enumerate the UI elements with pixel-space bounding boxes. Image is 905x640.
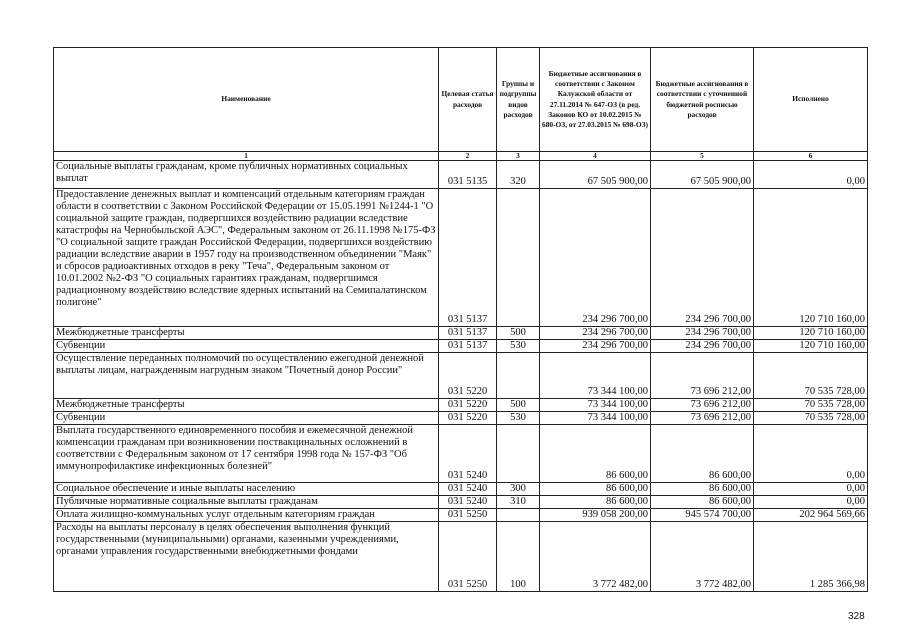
table-cell-law-allocation: 234 296 700,00 (540, 340, 651, 353)
table-row (54, 189, 868, 327)
column-number: 2 (439, 152, 497, 161)
table-cell-law-allocation: 234 296 700,00 (540, 327, 651, 340)
table-cell-name: Межбюджетные трансферты (54, 327, 439, 340)
table-cell-expense-group (497, 189, 540, 327)
table-row (54, 509, 868, 522)
table-row (54, 327, 868, 340)
table-cell-executed: 120 710 160,00 (754, 189, 868, 327)
table-row (54, 425, 868, 483)
table-cell-law-allocation: 3 772 482,00 (540, 522, 651, 592)
table-cell-refined-allocation: 67 505 900,00 (651, 161, 754, 189)
table-cell-target-code: 031 5137 (439, 189, 497, 327)
table-cell-law-allocation: 67 505 900,00 (540, 161, 651, 189)
table-cell-expense-group (497, 509, 540, 522)
table-cell-target-code: 031 5220 (439, 353, 497, 399)
table-cell-target-code: 031 5135 (439, 161, 497, 189)
table-cell-executed: 1 285 366,98 (754, 522, 868, 592)
table-cell-target-code: 031 5220 (439, 399, 497, 412)
table-cell-law-allocation: 73 344 100,00 (540, 353, 651, 399)
table-row (54, 340, 868, 353)
table-cell-refined-allocation: 234 296 700,00 (651, 340, 754, 353)
table-cell-refined-allocation: 234 296 700,00 (651, 189, 754, 327)
page-number: 328 (848, 611, 865, 622)
table-cell-target-code: 031 5220 (439, 412, 497, 425)
table-cell-expense-group: 500 (497, 399, 540, 412)
table-row (54, 353, 868, 399)
table-cell-executed: 0,00 (754, 425, 868, 483)
table-row (54, 496, 868, 509)
table-cell-law-allocation: 234 296 700,00 (540, 189, 651, 327)
table-cell-expense-group: 530 (497, 412, 540, 425)
table-row (54, 483, 868, 496)
table-cell-name: Межбюджетные трансферты (54, 399, 439, 412)
table-cell-refined-allocation: 73 696 212,00 (651, 399, 754, 412)
table-cell-refined-allocation: 73 696 212,00 (651, 412, 754, 425)
table-cell-expense-group (497, 425, 540, 483)
col-header-refined-allocation: Бюджетные ассигнования в соответствии с уточненной бюджетной росписью расходов (651, 48, 754, 152)
table-cell-name: Социальное обеспечение и иные выплаты населению (54, 483, 439, 496)
table-cell-target-code: 031 5137 (439, 327, 497, 340)
budget-table (53, 47, 868, 592)
table-cell-expense-group: 500 (497, 327, 540, 340)
table-cell-law-allocation: 86 600,00 (540, 425, 651, 483)
table-cell-law-allocation: 73 344 100,00 (540, 399, 651, 412)
col-header-executed: Исполнено (754, 48, 868, 152)
table-cell-name: Социальные выплаты гражданам, кроме публичных нормативных социальных выплат (54, 161, 439, 189)
table-cell-executed: 120 710 160,00 (754, 340, 868, 353)
table-cell-law-allocation: 939 058 200,00 (540, 509, 651, 522)
table-cell-expense-group: 100 (497, 522, 540, 592)
table-cell-executed: 0,00 (754, 161, 868, 189)
table-row (54, 412, 868, 425)
table-cell-expense-group: 320 (497, 161, 540, 189)
table-cell-refined-allocation: 86 600,00 (651, 483, 754, 496)
column-number: 3 (497, 152, 540, 161)
table-cell-executed: 0,00 (754, 496, 868, 509)
table-cell-name: Оплата жилищно-коммунальных услуг отдельным категориям граждан (54, 509, 439, 522)
table-cell-target-code: 031 5250 (439, 509, 497, 522)
column-number: 4 (540, 152, 651, 161)
table-cell-target-code: 031 5240 (439, 483, 497, 496)
table-body (54, 161, 868, 592)
table-cell-target-code: 031 5137 (439, 340, 497, 353)
table-cell-refined-allocation: 73 696 212,00 (651, 353, 754, 399)
table-cell-executed: 120 710 160,00 (754, 327, 868, 340)
table-cell-law-allocation: 86 600,00 (540, 496, 651, 509)
table-cell-law-allocation: 86 600,00 (540, 483, 651, 496)
table-cell-refined-allocation: 86 600,00 (651, 425, 754, 483)
table-cell-target-code: 031 5250 (439, 522, 497, 592)
table-cell-refined-allocation: 3 772 482,00 (651, 522, 754, 592)
table-cell-name: Выплата государственного единовременного пособия и ежемесячной денежной компенсации гражданам при возникновении поствакцинальных осложнений в соответствии с Федеральным законом от 17 сентября 1998 года № 157-ФЗ "Об иммунопрофилактике инфекционных болезней" (54, 425, 439, 483)
table-cell-expense-group (497, 353, 540, 399)
table-cell-target-code: 031 5240 (439, 496, 497, 509)
table-cell-law-allocation: 73 344 100,00 (540, 412, 651, 425)
table-row (54, 161, 868, 189)
column-number: 5 (651, 152, 754, 161)
table-cell-name: Субвенции (54, 340, 439, 353)
table-cell-executed: 70 535 728,00 (754, 353, 868, 399)
column-number: 1 (54, 152, 439, 161)
table-row (54, 522, 868, 592)
table-cell-executed: 70 535 728,00 (754, 399, 868, 412)
table-cell-executed: 202 964 569,66 (754, 509, 868, 522)
col-header-group: Группы и подгруппы видов расходов (497, 48, 540, 152)
table-row (54, 399, 868, 412)
table-cell-name: Предоставление денежных выплат и компенсаций отдельным категориям граждан области в соответствии с Законом Российской Федерации от 15.05.1991 №1244-1 "О социальной защите граждан, подвергшихся воздействию радиации вследствие катастрофы на Чернобыльской АЭС", Федеральным законом от 26.11.1998 №175-ФЗ "О социальной защите граждан Российской Федерации, подвергшихся воздействию радиации вследствие аварии в 1957 году на производственном объединении "Маяк" и сбросов радиоактивных отходов в реку "Теча", Федеральным законом от 10.01.2002 №2-ФЗ "О социальных гарантиях гражданам, подвергшимся радиационному воздействию вследствие ядерных испытаний на Семипалатинском полигоне" (54, 189, 439, 327)
column-number: 6 (754, 152, 868, 161)
table-cell-name: Осуществление переданных полномочий по осуществлению ежегодной денежной выплаты лицам, награжденным нагрудным знаком "Почетный донор России" (54, 353, 439, 399)
table-cell-refined-allocation: 945 574 700,00 (651, 509, 754, 522)
table-cell-expense-group: 530 (497, 340, 540, 353)
table-cell-name: Публичные нормативные социальные выплаты гражданам (54, 496, 439, 509)
table-cell-refined-allocation: 86 600,00 (651, 496, 754, 509)
col-header-law-allocation: Бюджетные ассигнования в соответствии с Законом Калужской области от 27.11.2014 № 647-ОЗ (в ред. Законов КО от 10.02.2015 № 680-ОЗ, от 27.03.2015 № 698-ОЗ) (540, 48, 651, 152)
table-cell-name: Субвенции (54, 412, 439, 425)
table-cell-expense-group: 300 (497, 483, 540, 496)
column-number-row (54, 152, 868, 161)
table-header-row (54, 48, 868, 152)
col-header-code: Целевая статья расходов (439, 48, 497, 152)
table-cell-executed: 0,00 (754, 483, 868, 496)
table-cell-refined-allocation: 234 296 700,00 (651, 327, 754, 340)
table-cell-expense-group: 310 (497, 496, 540, 509)
table-cell-target-code: 031 5240 (439, 425, 497, 483)
col-header-name: Наименование (54, 48, 439, 152)
table-cell-executed: 70 535 728,00 (754, 412, 868, 425)
table-cell-name: Расходы на выплаты персоналу в целях обеспечения выполнения функций государственными (муниципальными) органами, казенными учреждениями, органами управления государственными внебюджетными фондами (54, 522, 439, 592)
